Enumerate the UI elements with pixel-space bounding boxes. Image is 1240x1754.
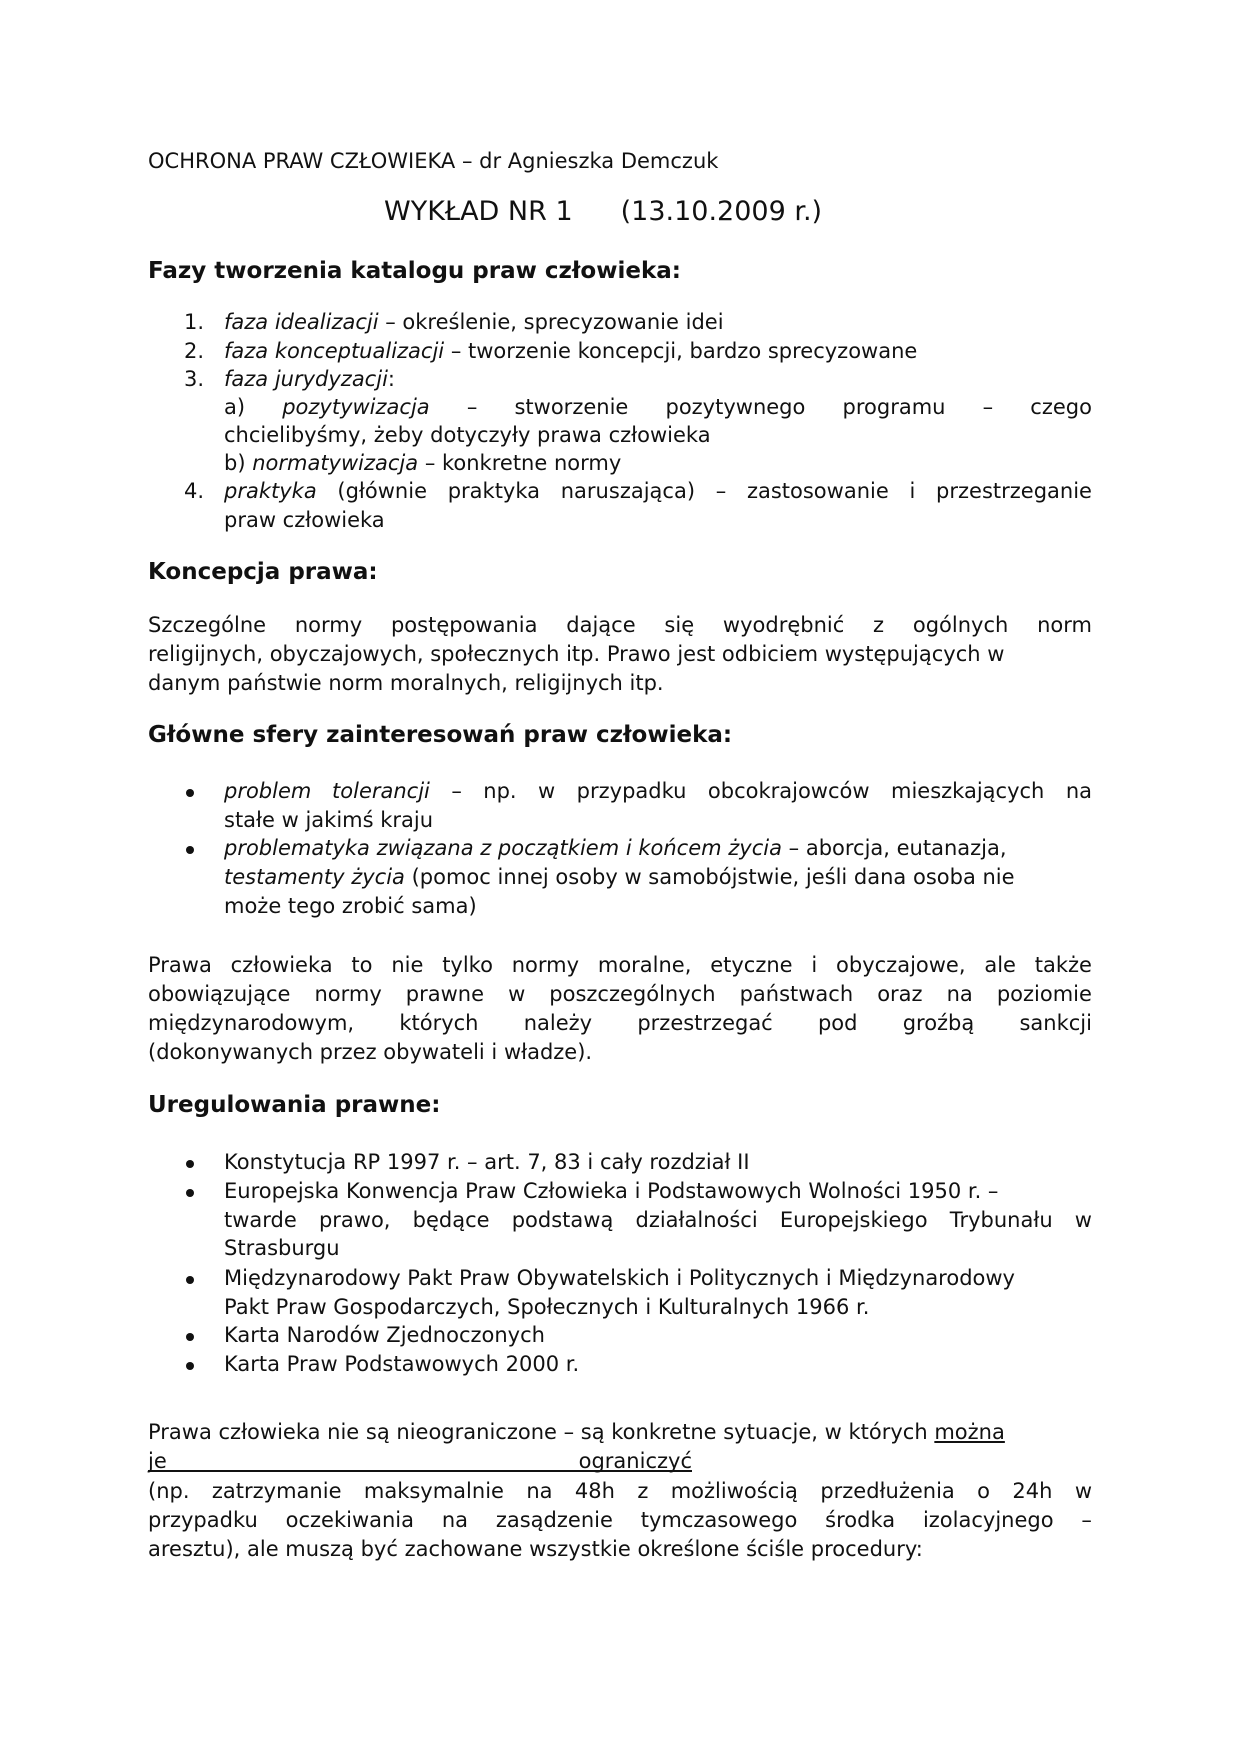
term: problem tolerancji bbox=[224, 779, 430, 803]
word: Szczególne bbox=[148, 613, 267, 637]
word: prawne bbox=[405, 982, 485, 1006]
word: się bbox=[664, 613, 695, 637]
word: poziomie bbox=[996, 982, 1092, 1006]
list-item bbox=[184, 364, 395, 394]
word: międzynarodowym, bbox=[148, 1011, 355, 1035]
term: problematyka związana z początkiem i końcem życia bbox=[224, 836, 782, 860]
word: postępowania bbox=[390, 613, 538, 637]
list-item: Europejska Konwencja Praw Człowieka i Podstawowych Wolności 1950 r. – bbox=[224, 1179, 999, 1203]
word: podstawą bbox=[511, 1208, 614, 1232]
section-heading: Fazy tworzenia katalogu praw człowieka: bbox=[148, 258, 681, 284]
word: ale bbox=[984, 953, 1016, 977]
section-heading: Uregulowania prawne: bbox=[148, 1092, 441, 1118]
word: w bbox=[1074, 1208, 1092, 1232]
word: twarde bbox=[224, 1208, 297, 1232]
word: pozytywnego bbox=[665, 395, 806, 419]
word: oczekiwania bbox=[285, 1508, 414, 1532]
word: (np. bbox=[148, 1479, 190, 1503]
term: testamenty życia bbox=[224, 865, 405, 889]
term: faza idealizacji bbox=[224, 310, 379, 334]
word: tylko bbox=[442, 953, 493, 977]
word: Europejskiego bbox=[779, 1208, 928, 1232]
list-item bbox=[184, 307, 724, 337]
word: 24h bbox=[1012, 1479, 1053, 1503]
lecture-title bbox=[384, 197, 822, 227]
word: – bbox=[715, 479, 727, 503]
word: przestrzegać bbox=[637, 1011, 773, 1035]
word: zastosowanie bbox=[746, 479, 889, 503]
word: możliwością bbox=[670, 1479, 798, 1503]
word: w bbox=[1074, 1479, 1092, 1503]
description: – tworzenie koncepcji, bardzo sprecyzowane bbox=[444, 339, 918, 363]
word: na bbox=[1065, 779, 1092, 803]
paragraph-line: (dokonywanych przez obywateli i władze). bbox=[148, 1040, 593, 1064]
paragraph-line: danym państwie norm moralnych, religijnych itp. bbox=[148, 671, 664, 695]
bullet-icon bbox=[186, 1333, 194, 1341]
word: oraz bbox=[877, 982, 923, 1006]
word: moralne, bbox=[597, 953, 692, 977]
bullet-icon bbox=[186, 1276, 194, 1284]
word: których bbox=[399, 1011, 479, 1035]
sub-label: b) bbox=[224, 451, 253, 475]
paragraph-line bbox=[148, 1417, 1005, 1447]
word: przypadku bbox=[148, 1508, 258, 1532]
paragraph-line bbox=[148, 1505, 1092, 1535]
term: normatywizacja bbox=[252, 451, 419, 475]
word: czego bbox=[1030, 395, 1092, 419]
list-number: 3. bbox=[184, 367, 205, 391]
paragraph-line bbox=[148, 610, 1092, 640]
word: stworzenie bbox=[514, 395, 629, 419]
word: przedłużenia bbox=[820, 1479, 955, 1503]
word: środka bbox=[825, 1508, 896, 1532]
description: (pomoc innej osoby w samobójstwie, jeśli dana osoba nie bbox=[404, 865, 1015, 889]
list-item: Konstytucja RP 1997 r. – art. 7, 83 i cały rozdział II bbox=[224, 1150, 750, 1174]
list-item-cont: Pakt Praw Gospodarczych, Społecznych i Kulturalnych 1966 r. bbox=[224, 1295, 870, 1319]
word: naruszająca) bbox=[560, 479, 696, 503]
paragraph-line bbox=[148, 979, 1092, 1009]
word: człowieka bbox=[230, 953, 333, 977]
section-heading: Koncepcja prawa: bbox=[148, 559, 378, 585]
word: etyczne bbox=[710, 953, 793, 977]
word: na bbox=[526, 1479, 553, 1503]
term: faza konceptualizacji bbox=[224, 339, 445, 363]
description: – konkretne normy bbox=[418, 451, 622, 475]
word: na bbox=[441, 1508, 469, 1532]
sub-item-b bbox=[224, 448, 621, 478]
text: Prawa człowieka nie są nieograniczone – są konkretne sytuacje, w których bbox=[148, 1420, 935, 1444]
word: groźbą bbox=[902, 1011, 975, 1035]
list-item-cont bbox=[224, 1205, 1092, 1235]
sub-item-a-cont: chcielibyśmy, żeby dotyczyły prawa człowieka bbox=[224, 423, 711, 447]
word: z bbox=[637, 1479, 649, 1503]
word: na bbox=[946, 982, 973, 1006]
description: – określenie, sprecyzowanie idei bbox=[378, 310, 724, 334]
word: sankcji bbox=[1019, 1011, 1092, 1035]
list-item-cont: może tego zrobić sama) bbox=[224, 894, 477, 918]
word: w bbox=[538, 779, 556, 803]
word: ograniczyć bbox=[578, 1449, 692, 1473]
term: faza jurydyzacji bbox=[224, 367, 388, 391]
bullet-icon bbox=[186, 846, 194, 854]
word: także bbox=[1034, 953, 1092, 977]
paragraph-line: aresztu), ale muszą być zachowane wszystkie określone ściśle procedury: bbox=[148, 1537, 923, 1561]
paragraph-line bbox=[148, 1008, 1092, 1038]
list-number: 1. bbox=[184, 310, 205, 334]
term: pozytywizacja bbox=[282, 395, 430, 419]
word: praktyka bbox=[447, 479, 541, 503]
word: z bbox=[873, 613, 885, 637]
list-item: Karta Praw Podstawowych 2000 r. bbox=[224, 1352, 580, 1376]
list-number-4: 4. bbox=[184, 479, 205, 503]
word: będące bbox=[412, 1208, 490, 1232]
word: obowiązujące bbox=[148, 982, 291, 1006]
word: i bbox=[811, 953, 818, 977]
word: (głównie bbox=[337, 479, 427, 503]
word: obcokrajowców bbox=[707, 779, 870, 803]
list-item-cont: Strasburgu bbox=[224, 1236, 340, 1260]
word: Prawa bbox=[148, 953, 212, 977]
word: izolacyjnego bbox=[922, 1508, 1054, 1532]
paragraph-line bbox=[148, 950, 1092, 980]
word: Trybunału bbox=[949, 1208, 1053, 1232]
list-item bbox=[184, 336, 918, 366]
term: praktyka bbox=[224, 479, 317, 503]
list-item: Karta Narodów Zjednoczonych bbox=[224, 1323, 545, 1347]
word: maksymalnie bbox=[363, 1479, 504, 1503]
word: przestrzeganie bbox=[936, 479, 1092, 503]
bullet-icon bbox=[186, 1160, 194, 1168]
word: zasądzenie bbox=[495, 1508, 613, 1532]
word: w bbox=[508, 982, 526, 1006]
word: – bbox=[466, 395, 478, 419]
lecture-date: (13.10.2009 r.) bbox=[620, 196, 823, 227]
word: o bbox=[977, 1479, 991, 1503]
word: to bbox=[351, 953, 373, 977]
word: prawo, bbox=[318, 1208, 391, 1232]
word: – bbox=[451, 779, 462, 803]
word: norm bbox=[1037, 613, 1092, 637]
list-item-cont: stałe w jakimś kraju bbox=[224, 808, 434, 832]
word: ogólnych bbox=[912, 613, 1009, 637]
word: normy bbox=[314, 982, 382, 1006]
word: należy bbox=[523, 1011, 593, 1035]
sub-item-a bbox=[224, 392, 1092, 422]
bullet-icon bbox=[186, 1189, 194, 1197]
word: programu bbox=[842, 395, 946, 419]
word: poszczególnych bbox=[549, 982, 716, 1006]
description: : bbox=[387, 367, 395, 391]
bullet-icon bbox=[186, 1362, 194, 1370]
sub-label: a) bbox=[224, 395, 246, 419]
list-item bbox=[224, 476, 1092, 506]
word: państwach bbox=[739, 982, 854, 1006]
word: tymczasowego bbox=[640, 1508, 798, 1532]
section-heading: Główne sfery zainteresowań praw człowieka: bbox=[148, 722, 733, 748]
word: 48h bbox=[574, 1479, 615, 1503]
word: pod bbox=[817, 1011, 858, 1035]
underlined-text: można bbox=[934, 1420, 1005, 1444]
document-header: OCHRONA PRAW CZŁOWIEKA – dr Agnieszka Demczuk bbox=[148, 149, 719, 173]
word: zatrzymanie bbox=[211, 1479, 342, 1503]
paragraph-line bbox=[148, 1476, 1092, 1506]
word: nie bbox=[391, 953, 424, 977]
underline-rule bbox=[148, 1470, 692, 1472]
list-item: Międzynarodowy Pakt Praw Obywatelskich i Politycznych i Międzynarodowy bbox=[224, 1266, 1015, 1290]
word: je bbox=[148, 1449, 167, 1473]
word: np. bbox=[483, 779, 517, 803]
word: obyczajowe, bbox=[836, 953, 966, 977]
list-item-cont: praw człowieka bbox=[224, 508, 385, 532]
word: – bbox=[1081, 1508, 1092, 1532]
lecture-number: WYKŁAD NR 1 bbox=[384, 196, 573, 227]
description: – aborcja, eutanazja, bbox=[781, 836, 1007, 860]
list-item-cont bbox=[224, 862, 1015, 892]
list-number: 2. bbox=[184, 339, 205, 363]
list-item bbox=[224, 833, 1007, 863]
word: przypadku bbox=[576, 779, 687, 803]
word: wyodrębnić bbox=[722, 613, 845, 637]
paragraph-line: religijnych, obyczajowych, społecznych itp. Prawo jest odbiciem występujących w bbox=[148, 642, 1005, 666]
bullet-icon bbox=[186, 789, 194, 797]
word: normy bbox=[294, 613, 363, 637]
word: normy bbox=[511, 953, 580, 977]
word: i bbox=[909, 479, 916, 503]
word: działalności bbox=[635, 1208, 758, 1232]
word: mieszkających bbox=[891, 779, 1045, 803]
word: dające bbox=[566, 613, 636, 637]
word: – bbox=[982, 395, 994, 419]
list-item bbox=[224, 776, 1092, 806]
